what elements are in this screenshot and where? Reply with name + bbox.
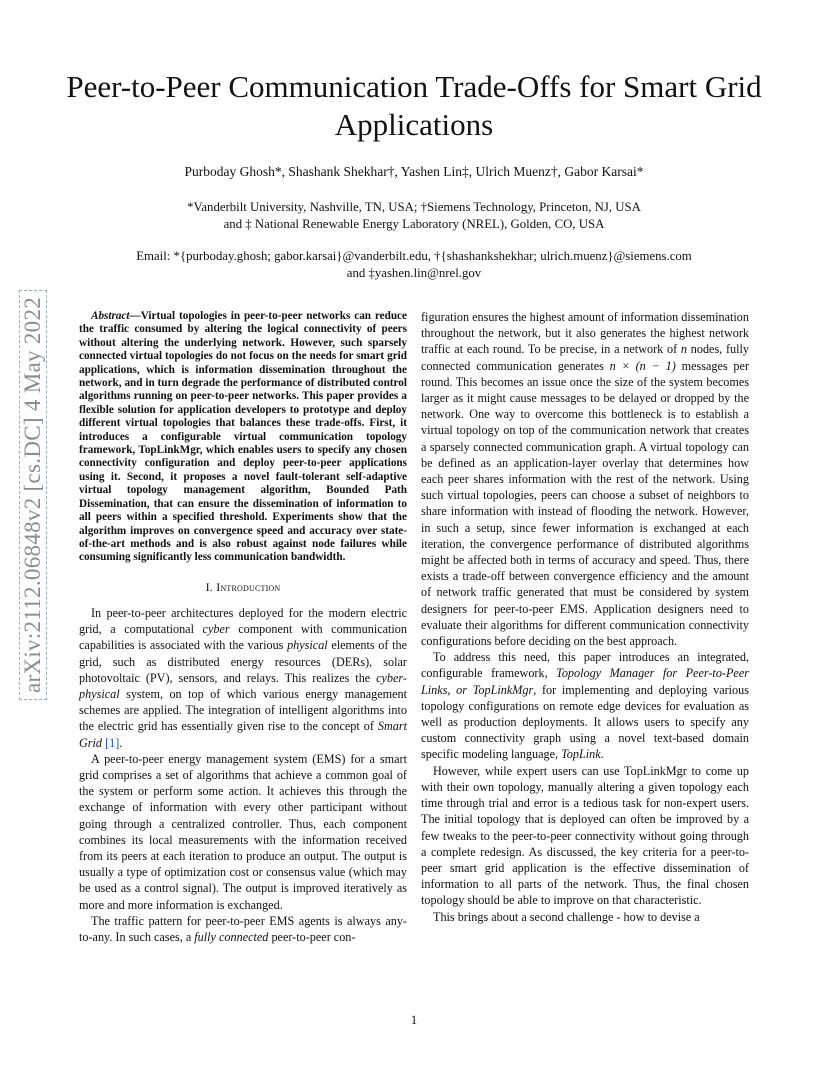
- paper-title: Peer-to-Peer Communication Trade-Offs for Smart Grid Applications: [66, 69, 762, 142]
- emphasis-text: TopLink: [561, 747, 601, 762]
- emphasis-text: Smart Grid: [79, 719, 407, 750]
- emphasis-text: Topology Manager for Peer-to-Peer Links, or TopLinkMgr: [421, 666, 749, 697]
- emphasis-text: fully connected: [194, 929, 269, 944]
- text-run: system, on top of which various energy management schemes are applied. The integration of intelligent algorithms into the electric grid has essentially given rise to the concept of: [79, 686, 407, 734]
- text-run: To address this need, this paper introduces an integrated, configurable framework,: [421, 650, 749, 681]
- author-emails: [60, 248, 768, 282]
- abstract-text: —Virtual topologies in peer-to-peer networks can reduce the traffic consumed by altering the logical connectivity of peers without altering the underlying network. However, such sparsely connected virtual topologies do not focus on the needs for smart grid applications, which is information dissemination throughout the network, and in turn degrade the performance of distributed control algorithms running on peer-to-peer networks. This paper provides a flexible solution for application developers to prototype and deploy different virtual topologies that balances these trade-offs. First, it introduces a configurable virtual communication topology framework, TopLinkMgr, which enables users to specify any chosen connectivity configuration and deploy peer-to-peer applications using it. Second, it proposes a novel fault-tolerant self-adaptive virtual topology management algorithm, Bounded Path Dissemination, that can ensure the dissemination of information to all peers within a specified threshold. Experiments show that the algorithm improves on convergence speed and accuracy over state-of-the-art methods and is also robust against node failures while consuming significantly less communication bandwidth.: [79, 310, 407, 564]
- text-run: , for implementing and deploying various topology configurations on remote edge devices for evaluation as well as production deployments. It allows users to specify any custom connectivity graph using a novel text-based domain specific modeling language,: [421, 682, 749, 762]
- affiliation-line-1: *Vanderbilt University, Nashville, TN, USA; †Siemens Technology, Princeton, NJ, USA: [187, 200, 641, 214]
- right-column: [421, 309, 749, 925]
- abstract: [79, 310, 407, 565]
- abstract-lead: Abstract: [91, 310, 130, 322]
- emphasis-text: physical: [287, 638, 328, 653]
- math-formula: n × (n − 1): [609, 358, 676, 373]
- right-paragraph-3: However, while expert users can use TopLinkMgr to come up with their own topology, manually altering a given topology each time through trial and error is a tedious task for non-expert users. The initial topology that is deployed can often be improved by a few tweaks to the peer-to-peer connectivity without going through a complete redesign. As discussed, the key criteria for a peer-to-peer smart grid application is the effective dissemination of information to all parts of the network. Thus, the final chosen topology should be able to improve on that characteristic.: [421, 763, 749, 908]
- text-run: component with communication capabilities is associated with the various: [79, 622, 407, 653]
- text-run: nodes, fully connected communication generates: [421, 342, 749, 373]
- text-run: In peer-to-peer architectures deployed for the modern electric grid, a computational: [79, 605, 407, 637]
- right-paragraph-1: [421, 309, 749, 649]
- affiliation-line-2: and ‡ National Renewable Energy Laboratory (NREL), Golden, CO, USA: [223, 217, 605, 231]
- arxiv-identifier-text: arXiv:2112.06848v2 [cs.DC] 4 May 2022: [19, 290, 47, 700]
- citation-link[interactable]: [1]: [105, 735, 120, 750]
- author-list: Purboday Ghosh*, Shashank Shekhar†, Yashen Lin‡, Ulrich Muenz†, Gabor Karsai*: [184, 164, 644, 179]
- email-line-1: Email: *{purboday.ghosh; gabor.karsai}@vanderbilt.edu, †{shashankshekhar; ulrich.muenz}@siemens.com: [136, 249, 692, 263]
- text-run: messages per round. This becomes an issue once the size of the system becomes larger as it might cause messages to be delayed or dropped by the network. One way to overcome this bottleneck is to establish a virtual topology on top of the communication network that creates a sparsely connected communication graph. A virtual topology can be defined as an application-layer overlay that determines how each peer shares information with the rest of the network. Using such virtual topologies, peers can choose a subset of neighbors to share information with instead of flooding the network. However, in such a setup, since fewer information is exchanged at each iteration, the convergence performance of distributed algorithms might be affected both in terms of accuracy and speed. Thus, there exists a trade-off between convergence efficiency and the amount of network traffic generated that must be considered by system designers for peer-to-peer EMS. Application designers need to evaluate their algorithms for different communication connectivity configurations before deciding on the best approach.: [421, 358, 749, 649]
- text-run: figuration ensures the highest amount of information dissemination throughout the network, but it also generates the highest network traffic at each round. To be precise, in a network of: [421, 310, 749, 357]
- left-column: [79, 310, 407, 945]
- emphasis-text: cyber: [202, 622, 230, 637]
- right-paragraph-2: [421, 649, 749, 762]
- arxiv-identifier-stamp: [20, 255, 46, 735]
- text-run: peer-to-peer con-: [268, 929, 356, 944]
- affiliations: [60, 199, 768, 233]
- section-heading-introduction: [79, 579, 407, 595]
- intro-paragraph-2: A peer-to-peer energy management system (EMS) for a smart grid comprises a set of algorithms that achieve a common goal of the system or perform some action. It achieves this through the exchange of information with every other participant without going through a centralized controller. Thus, each component combines its local measurements with the information received from its peers at each iteration to produce an output. The output is usually a type of optimization cost or consensus value (which may be used as a control signal). The output is improved iteratively as more and more information is exchanged.: [79, 751, 407, 912]
- text-run: The traffic pattern for peer-to-peer EMS agents is always any-to-any. In such cases, a: [79, 913, 407, 944]
- intro-paragraph-3: [79, 913, 407, 945]
- math-variable: n: [680, 342, 687, 357]
- intro-paragraph-1: [79, 605, 407, 751]
- text-run: elements of the grid, such as distributed energy resources (DERs), solar photovoltaic (PV), sensors, and relays. This realizes the: [79, 638, 407, 685]
- page-number: 1: [410, 1013, 418, 1027]
- section-name: Introduction: [216, 579, 281, 594]
- emphasis-text: cyber-physical: [79, 670, 407, 701]
- email-line-2: and ‡yashen.lin@nrel.gov: [346, 266, 482, 280]
- right-paragraph-4: This brings about a second challenge - how to devise a: [433, 909, 700, 924]
- section-number: I.: [205, 579, 214, 594]
- text-run: .: [119, 735, 123, 750]
- text-run: .: [600, 747, 604, 762]
